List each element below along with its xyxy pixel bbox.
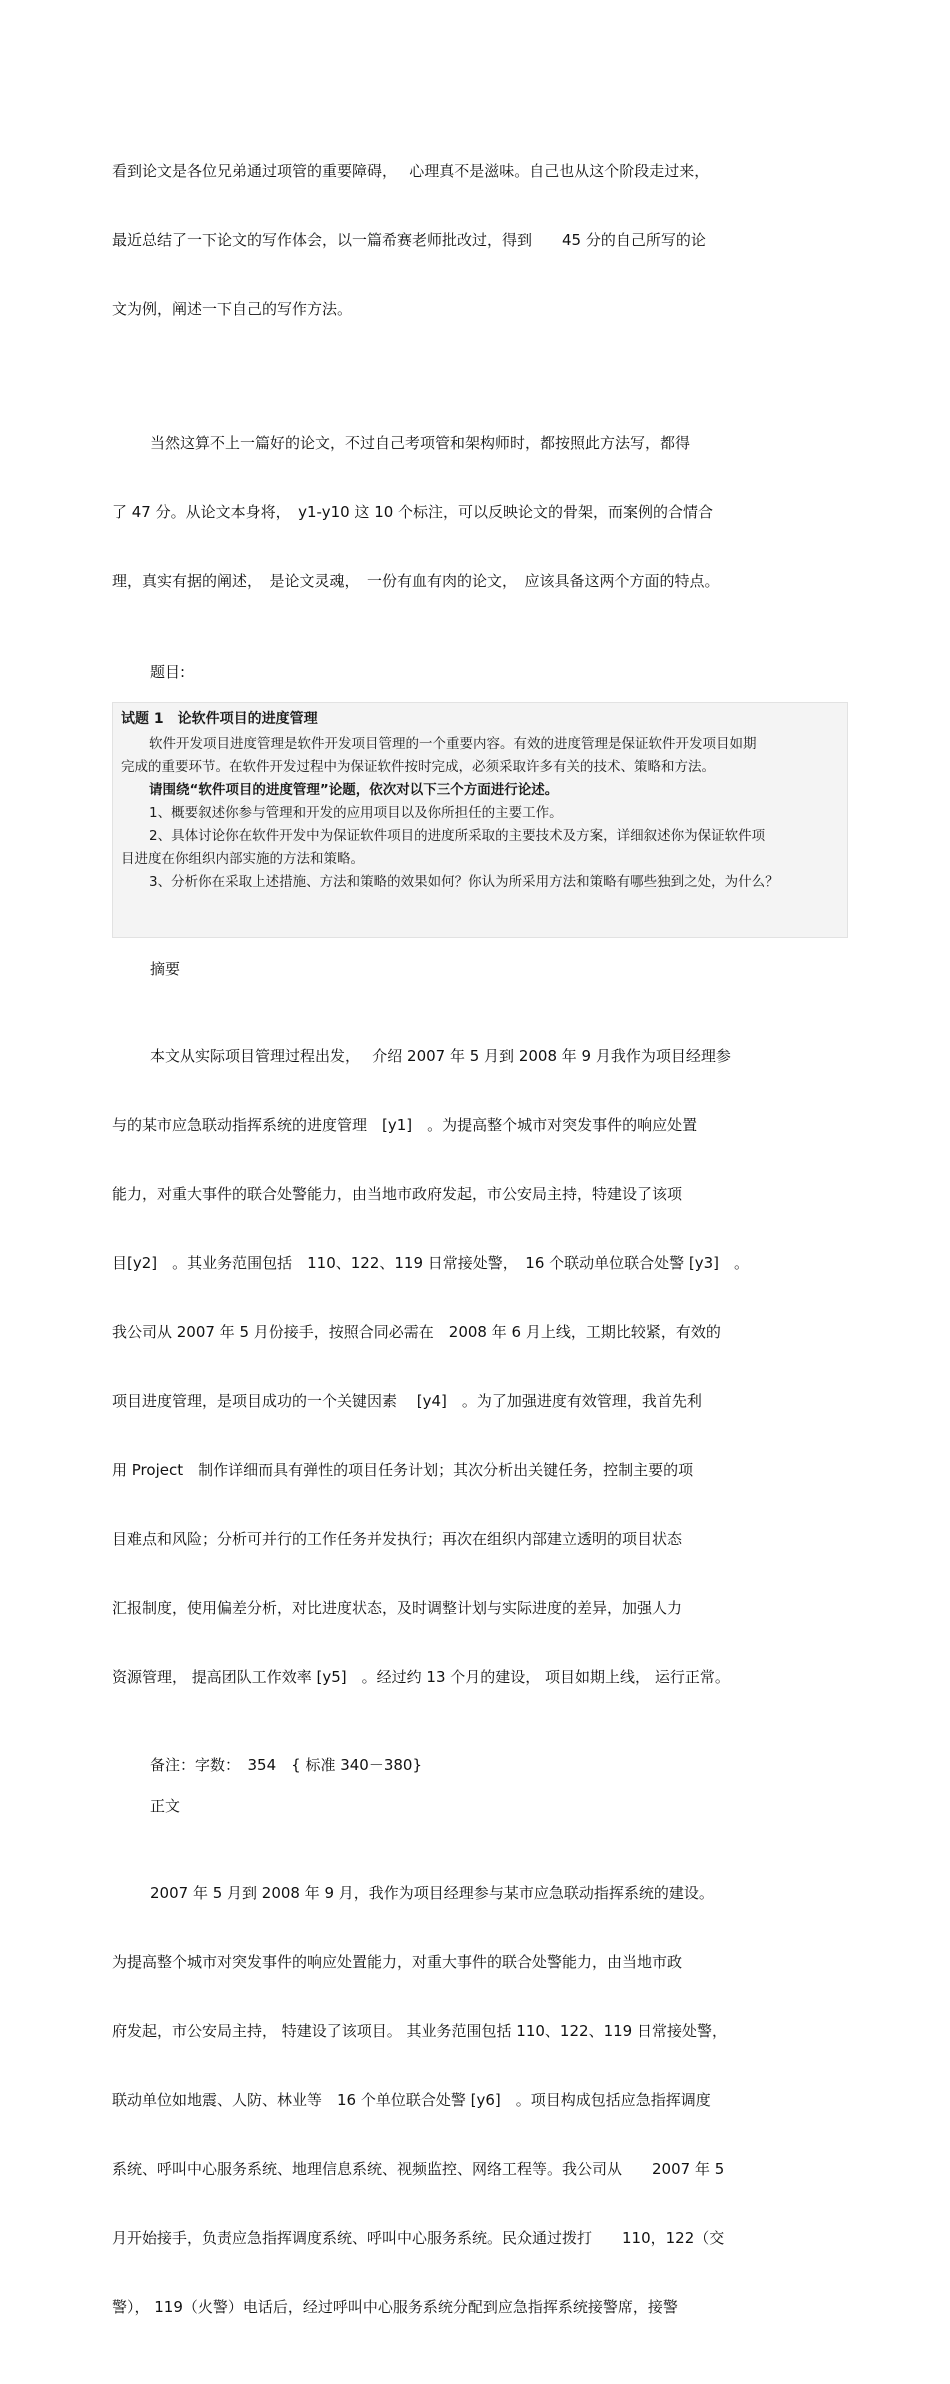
intro-paragraph-1 (112, 114, 848, 367)
text-line: 我公司从 2007 年 5 月份接手，按照合同必需在 2008 年 6 月上线，工期比较紧，有效的 (112, 1323, 721, 1341)
text-line: 汇报制度，使用偏差分析，对比进度状态，及时调整计划与实际进度的差异，加强人力 (112, 1599, 683, 1617)
text-line: 联动单位如地震、人防、林业等 16 个单位联合处警 [y6] 。项目构成包括应急指挥调度 (112, 2091, 711, 2109)
text-line: 理，真实有据的阐述， 是论文灵魂， 一份有血有肉的论文， 应该具备这两个方面的特点。 (112, 572, 720, 590)
exam-question-image (112, 702, 848, 938)
text-line: 用 Project 制作详细而具有弹性的项目任务计划；其次分析出关键任务，控制主要的项 (112, 1461, 694, 1479)
text-line: 当然这算不上一篇好的论文，不过自己考项管和架构师时，都按照此方法写，都得 (150, 434, 691, 452)
topic-label: 题目: (150, 663, 186, 681)
abstract-label: 摘要 (150, 960, 181, 978)
text-line: 看到论文是各位兄弟通过项管的重要障碍， 心理真不是滋味。自己也从这个阶段走过来， (112, 162, 710, 180)
text-line: 项目进度管理，是项目成功的一个关键因素 [y4] 。为了加强进度有效管理，我首先利 (112, 1392, 702, 1410)
word-count-note: 备注：字数： 354 { 标准 340－380} (150, 1756, 423, 1774)
abstract-paragraph (112, 999, 848, 1735)
body-paragraph (112, 1836, 848, 2365)
text-line: 能力，对重大事件的联合处警能力，由当地市政府发起，市公安局主持，特建设了该项 (112, 1185, 683, 1203)
text-line: 系统、呼叫中心服务系统、地理信息系统、视频监控、网络工程等。我公司从 2007 年 5 (112, 2160, 725, 2178)
text-line: 目[y2] 。其业务范围包括 110、122、119 日常接处警， 16 个联动单位联合处警 [y3] 。 (112, 1254, 750, 1272)
text-line: 最近总结了一下论文的写作体会，以一篇希赛老师批改过，得到 45 分的自己所写的论 (112, 231, 706, 249)
question-line: 完成的重要环节。在软件开发过程中为保证软件按时完成，必须采取许多有关的技术、策略和方法。 (121, 759, 715, 775)
text-line: 目难点和风险；分析可并行的工作任务并发执行；再次在组织内部建立透明的项目状态 (112, 1530, 683, 1548)
text-line: 警）， 119（火警）电话后，经过呼叫中心服务系统分配到应急指挥系统接警席，接警 (112, 2298, 678, 2316)
question-line: 目进度在你组织内部实施的方法和策略。 (121, 851, 364, 867)
question-line: 请围绕“软件项目的进度管理”论题，依次对以下三个方面进行论述。 (149, 782, 559, 798)
text-line: 2007 年 5 月到 2008 年 9 月，我作为项目经理参与某市应急联动指挥系统的建设。 (150, 1884, 714, 1902)
text-line: 为提高整个城市对突发事件的响应处置能力，对重大事件的联合处警能力，由当地市政 (112, 1953, 683, 1971)
question-line: 软件开发项目进度管理是软件开发项目管理的一个重要内容。有效的进度管理是保证软件开发项目如期 (149, 736, 757, 752)
text-line: 本文从实际项目管理过程出发， 介绍 2007 年 5 月到 2008 年 9 月我作为项目经理参 (150, 1047, 731, 1065)
text-line: 与的某市应急联动指挥系统的进度管理 [y1] 。为提高整个城市对突发事件的响应处置 (112, 1116, 698, 1134)
text-line: 月开始接手，负责应急指挥调度系统、呼叫中心服务系统。民众通过拨打 110，122（交 (112, 2229, 725, 2247)
question-title: 试题 1 论软件项目的进度管理 (121, 711, 318, 727)
text-line: 府发起，市公安局主持， 特建设了该项目。 其业务范围包括 110、122、119 日常接处警， (112, 2022, 727, 2040)
question-line: 2、具体讨论你在软件开发中为保证软件项目的进度所采取的主要技术及方案，详细叙述你为保证软件项 (149, 828, 766, 844)
intro-paragraph-2 (112, 386, 848, 639)
text-line: 文为例，阐述一下自己的写作方法。 (112, 300, 353, 318)
question-line: 3、分析你在采取上述措施、方法和策略的效果如何？你认为所采用方法和策略有哪些独到之处，为什么？ (149, 874, 779, 890)
text-line: 了 47 分。从论文本身将， y1-y10 这 10 个标注，可以反映论文的骨架，而案例的合情合 (112, 503, 714, 521)
body-label: 正文 (150, 1797, 181, 1815)
document-page (112, 114, 848, 2384)
text-line: 资源管理， 提高团队工作效率 [y5] 。经过约 13 个月的建设， 项目如期上线， 运行正常。 (112, 1668, 730, 1686)
question-line: 1、概要叙述你参与管理和开发的应用项目以及你所担任的主要工作。 (149, 805, 563, 821)
